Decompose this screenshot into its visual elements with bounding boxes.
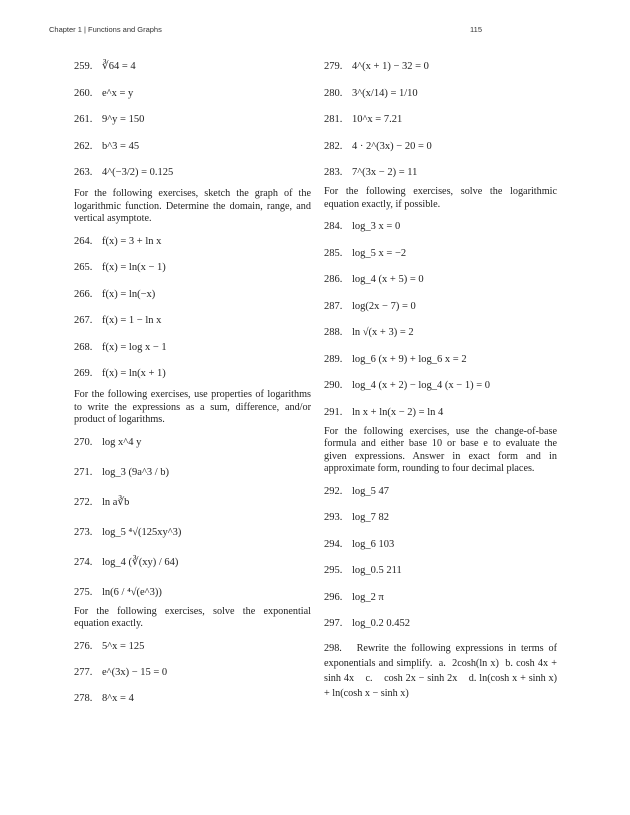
exercise-expression: 8^x = 4 <box>102 692 134 704</box>
exercise-number: 277. <box>74 666 93 678</box>
exercise-expression: ln x + ln(x − 2) = ln 4 <box>352 406 444 418</box>
exercise-number: 289. <box>324 353 343 365</box>
exercise-expression: log_7 82 <box>352 512 390 523</box>
exercise-item <box>74 113 311 127</box>
exercise-item <box>74 166 311 180</box>
exercise-item <box>74 314 311 328</box>
exercise-number: 279. <box>324 61 343 72</box>
exercise-expression: log_0.5 211 <box>352 565 402 576</box>
exercise-group-log-to-exp <box>74 60 311 180</box>
left-column <box>74 60 311 706</box>
exercise-number: 280. <box>324 87 343 99</box>
part-c-label: c. <box>365 673 373 684</box>
running-header-chapter: Chapter 1 | Functions and Graphs <box>49 25 162 34</box>
exercise-item <box>74 496 311 510</box>
exercise-expression: log_4 (x + 5) = 0 <box>352 274 424 285</box>
exercise-number: 282. <box>324 140 343 152</box>
exercise-number: 269. <box>74 368 93 379</box>
exercise-number: 285. <box>324 247 343 259</box>
exercise-item <box>324 591 557 605</box>
exercise-item <box>74 140 311 154</box>
exercise-item <box>324 379 557 393</box>
exercise-item <box>324 113 557 127</box>
exercise-item <box>324 140 557 154</box>
exercise-number: 297. <box>324 618 343 629</box>
exercise-expression: e^(3x) − 15 = 0 <box>102 666 168 678</box>
exercise-number: 295. <box>324 565 343 576</box>
exercise-item <box>324 538 557 552</box>
exercise-item <box>74 436 311 450</box>
exercise-item <box>324 353 557 367</box>
exercise-number: 292. <box>324 485 343 497</box>
exercise-item <box>74 526 311 540</box>
exercise-expression: ln(6 / ⁴√(e^3)) <box>102 586 162 598</box>
exercise-number: 291. <box>324 406 343 418</box>
part-b-label: b. <box>505 658 513 669</box>
exercise-expression: 3^(x/14) = 1/10 <box>352 87 418 99</box>
exercise-number: 260. <box>74 87 93 99</box>
exercise-group-change-of-base <box>324 485 557 632</box>
exercise-number: 278. <box>74 692 93 704</box>
exercise-expression: log_5 x = −2 <box>352 247 407 259</box>
exercise-expression: e^x = y <box>102 87 134 99</box>
exercise-expression: ln a∛b <box>102 496 130 508</box>
exercise-group-exponential <box>74 640 311 706</box>
exercise-number: 294. <box>324 538 343 550</box>
exercise-item <box>74 556 311 570</box>
exercise-number: 265. <box>74 262 93 273</box>
exercise-expression: ln √(x + 3) = 2 <box>352 327 414 338</box>
part-a-expression: 2cosh(ln x) <box>452 658 499 669</box>
instructions-exponential: For the following exercises, solve the exponential equation exactly. <box>74 605 311 629</box>
exercise-number: 281. <box>324 114 343 125</box>
exercise-item <box>74 341 311 355</box>
exercise-expression: log_0.2 0.452 <box>352 618 411 629</box>
exercise-number: 259. <box>74 61 93 72</box>
exercise-item <box>324 485 557 499</box>
exercise-number: 267. <box>74 315 93 326</box>
instructions-graph: For the following exercises, sketch the graph of the logarithmic function. Determine the domain, range, and vertical asymptote. <box>74 188 311 224</box>
exercise-item <box>324 60 557 74</box>
exercise-expression: 4^(x + 1) − 32 = 0 <box>352 61 429 72</box>
exercise-number: 262. <box>74 140 93 152</box>
exercise-item <box>74 666 311 680</box>
exercise-group-logarithmic <box>324 220 557 420</box>
exercise-group-graph <box>74 235 311 382</box>
exercise-item <box>324 511 557 525</box>
exercise-number: 263. <box>74 167 93 178</box>
exercise-expression: f(x) = ln(x − 1) <box>102 262 166 273</box>
part-a-label: a. <box>438 658 446 669</box>
exercise-number: 270. <box>74 436 93 448</box>
exercise-expression: f(x) = ln(x + 1) <box>102 368 166 379</box>
exercise-number: 286. <box>324 274 343 285</box>
exercise-item <box>74 367 311 381</box>
exercise-item <box>74 466 311 480</box>
exercise-expression: log_6 103 <box>352 538 395 550</box>
exercise-item <box>74 87 311 101</box>
exercise-item <box>324 326 557 340</box>
exercise-group-properties <box>74 436 311 600</box>
exercise-group-exponential-cont <box>324 60 557 180</box>
exercise-expression: f(x) = 3 + ln x <box>102 235 162 247</box>
exercise-expression: log x^4 y <box>102 436 142 448</box>
exercise-item <box>74 261 311 275</box>
exercise-expression: 4 · 2^(3x) − 20 = 0 <box>352 140 432 152</box>
exercise-number: 268. <box>74 341 93 353</box>
exercise-number: 272. <box>74 496 93 508</box>
exercise-number: 287. <box>324 300 343 312</box>
exercise-item <box>324 300 557 314</box>
exercise-expression: f(x) = ln(−x) <box>102 288 156 300</box>
instructions-change-of-base: For the following exercises, use the change-of-base formula and either base 10 or base e to evaluate the given expressions. Answer in exact form and in approximate form, rounding to four decimal places. <box>324 425 557 474</box>
exercise-item <box>324 406 557 420</box>
exercise-expression: log(2x − 7) = 0 <box>352 300 416 312</box>
exercise-item <box>324 87 557 101</box>
exercise-expression: log_2 π <box>352 591 384 603</box>
exercise-number: 283. <box>324 167 343 178</box>
exercise-number: 276. <box>74 640 93 652</box>
exercise-item <box>324 617 557 631</box>
exercise-298-text: Rewrite the following expressions in terms of exponentials and simplify. <box>324 643 558 669</box>
exercise-item <box>74 640 311 654</box>
exercise-expression: 9^y = 150 <box>102 114 145 125</box>
exercise-expression: ∛64 = 4 <box>102 61 136 72</box>
exercise-expression: f(x) = log x − 1 <box>102 341 167 353</box>
exercise-number: 274. <box>74 556 93 568</box>
exercise-expression: log_5 47 <box>352 485 390 497</box>
exercise-item <box>324 247 557 261</box>
exercise-item <box>324 564 557 578</box>
exercise-item <box>74 288 311 302</box>
instructions-properties: For the following exercises, use properties of logarithms to write the expressions as a sum, difference, and/or product of logarithms. <box>74 389 311 425</box>
exercise-number: 275. <box>74 586 93 598</box>
exercise-item <box>74 235 311 249</box>
right-column <box>324 60 557 701</box>
exercise-item <box>74 692 311 706</box>
exercise-number: 266. <box>74 288 93 300</box>
exercise-item <box>324 273 557 287</box>
part-c-expression: cosh 2x − sinh 2x <box>384 673 458 684</box>
page-number: 115 <box>470 25 482 34</box>
exercise-expression: log_4 (x + 2) − log_4 (x − 1) = 0 <box>352 380 491 391</box>
exercise-expression: 4^(−3/2) = 0.125 <box>102 167 174 178</box>
exercise-number: 298. <box>324 643 342 654</box>
exercise-number: 264. <box>74 235 93 247</box>
exercise-expression: f(x) = 1 − ln x <box>102 315 162 326</box>
exercise-expression: 10^x = 7.21 <box>352 114 403 125</box>
part-d-expression: ln(cosh x + sinh x) + ln(cosh x − sinh x) <box>324 673 558 699</box>
exercise-expression: 5^x = 125 <box>102 640 145 652</box>
exercise-item <box>74 60 311 74</box>
instructions-logarithmic: For the following exercises, solve the logarithmic equation exactly, if possible. <box>324 186 557 210</box>
exercise-expression: b^3 = 45 <box>102 140 140 152</box>
exercise-298 <box>324 641 557 701</box>
exercise-number: 273. <box>74 526 93 538</box>
exercise-expression: log_3 x = 0 <box>352 221 401 232</box>
exercise-expression: log_3 (9a^3 / b) <box>102 466 170 478</box>
exercise-expression: log_6 (x + 9) + log_6 x = 2 <box>352 353 467 365</box>
exercise-expression: log_5 ⁴√(125xy^3) <box>102 526 182 538</box>
exercise-item <box>324 220 557 234</box>
part-b-expression: cosh 4x + sinh 4x <box>324 658 558 684</box>
exercise-item <box>74 586 311 600</box>
exercise-expression: 7^(3x − 2) = 11 <box>352 167 418 178</box>
exercise-number: 296. <box>324 591 343 603</box>
exercise-number: 284. <box>324 221 343 232</box>
part-d-label: d. <box>468 673 477 684</box>
exercise-number: 271. <box>74 466 93 478</box>
exercise-number: 288. <box>324 327 343 338</box>
exercise-number: 293. <box>324 512 343 523</box>
exercise-expression: log_4 (∛(xy) / 64) <box>102 556 179 568</box>
exercise-item <box>324 166 557 180</box>
exercise-number: 290. <box>324 380 343 391</box>
exercise-number: 261. <box>74 114 93 125</box>
